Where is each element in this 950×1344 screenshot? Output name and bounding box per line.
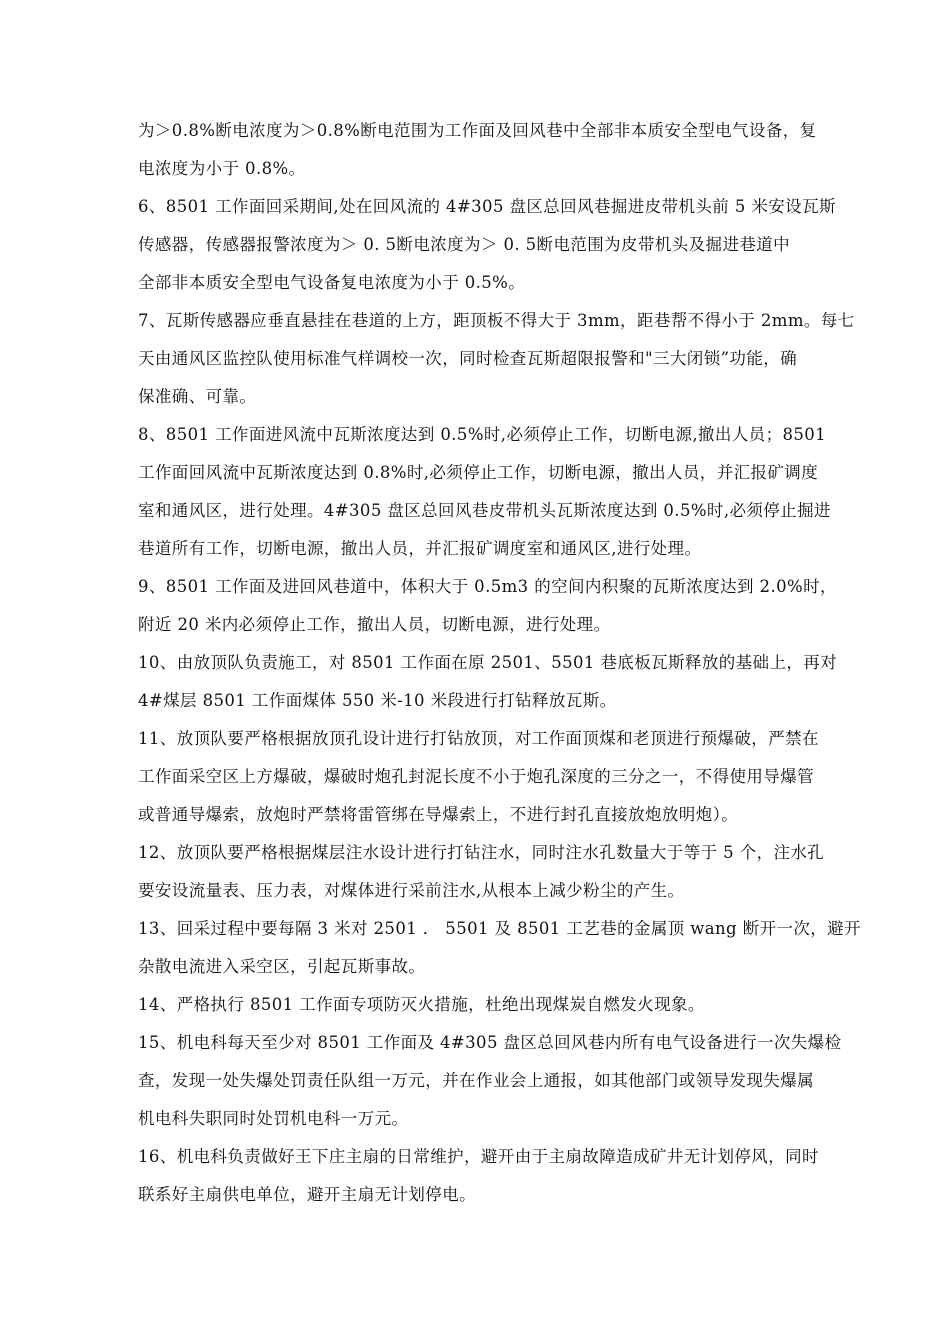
text-line: 工作面回风流中瓦斯浓度达到 0.8%时,必须停止工作，切断电源，撤出人员，并汇报矿调度 [138, 463, 819, 482]
text-line: 传感器，传感器报警浓度为＞ 0. 5断电浓度为＞ 0. 5断电范围为皮带机头及掘进巷道中 [138, 235, 791, 254]
text-line: 6、8501 工作面回采期间,处在回风流的 4#305 盘区总回风巷掘进皮带机头前 5 米安设瓦斯 [138, 197, 836, 216]
text-line: 或普通导爆索，放炮时严禁将雷管绑在导爆索上，不进行封孔直接放炮放明炮）。 [138, 805, 739, 824]
text-line: 天由通风区监控队使用标准气样调校一次，同时检查瓦斯超限报警和"三大闭锁”功能，确 [138, 349, 798, 368]
text-line: 机电科失职同时处罚机电科一万元。 [138, 1109, 409, 1128]
text-line: 8、8501 工作面进风流中瓦斯浓度达到 0.5%时,必须停止工作，切断电源,撤出人员；8501 [138, 425, 827, 444]
text-line: 附近 20 米内必须停止工作，撤出人员，切断电源，进行处理。 [138, 615, 611, 634]
text-line: 工作面采空区上方爆破，爆破时炮孔封泥长度不小于炮孔深度的三分之一，不得使用导爆管 [138, 767, 814, 786]
text-line: 全部非本质安全型电气设备复电浓度为小于 0.5%。 [138, 273, 526, 292]
text-line: 10、由放顶队负责施工，对 8501 工作面在原 2501、5501 巷底板瓦斯释放的基础上，再对 [138, 653, 838, 672]
text-line: 要安设流量表、压力表，对煤体进行采前注水,从根本上减少粉尘的产生。 [138, 881, 685, 900]
text-line: 杂散电流进入采空区，引起瓦斯事故。 [138, 957, 426, 976]
text-line: 联系好主扇供电单位，避开主扇无计划停电。 [138, 1185, 476, 1204]
text-line: 电浓度为小于 0.8%。 [138, 159, 306, 178]
text-line: 16、机电科负责做好王下庄主扇的日常维护，避开由于主扇故障造成矿井无计划停风，同时 [138, 1147, 819, 1166]
text-line: 13、回采过程中要每隔 3 米对 2501 ． 5501 及 8501 工艺巷的金属顶 wang 断开一次，避开 [138, 919, 861, 938]
text-line: 12、放顶队要严格根据煤层注水设计进行打钻注水，同时注水孔数量大于等于 5 个，注水孔 [138, 843, 825, 862]
text-line: 保准确、可靠。 [138, 387, 257, 406]
text-line: 查，发现一处失爆处罚责任队组一万元，并在作业会上通报，如其他部门或领导发现失爆属 [138, 1071, 814, 1090]
text-line: 为＞0.8%断电浓度为＞0.8%断电范围为工作面及回风巷中全部非本质安全型电气设备，复 [138, 121, 817, 140]
text-line: 14、严格执行 8501 工作面专项防灭火措施，杜绝出现煤炭自燃发火现象。 [138, 995, 705, 1014]
text-line: 11、放顶队要严格根据放顶孔设计进行打钻放顶，对工作面顶煤和老顶进行预爆破，严禁在 [138, 729, 819, 748]
text-line: 4#煤层 8501 工作面煤体 550 米-10 米段进行打钻释放瓦斯。 [138, 691, 617, 710]
text-line: 9、8501 工作面及进回风巷道中，体积大于 0.5m3 的空间内积聚的瓦斯浓度达到 2.0%时， [138, 577, 837, 596]
text-line: 15、机电科每天至少对 8501 工作面及 4#305 盘区总回风巷内所有电气设备进行一次失爆检 [138, 1033, 842, 1052]
text-line: 巷道所有工作，切断电源，撤出人员，并汇报矿调度室和通风区,进行处理。 [138, 539, 702, 558]
text-line: 7、瓦斯传感器应垂直悬挂在巷道的上方，距顶板不得大于 3mm，距巷帮不得小于 2mm。每七 [138, 311, 855, 330]
text-line: 室和通风区，进行处理。4#305 盘区总回风巷皮带机头瓦斯浓度达到 0.5%时,必须停止掘进 [138, 501, 831, 520]
